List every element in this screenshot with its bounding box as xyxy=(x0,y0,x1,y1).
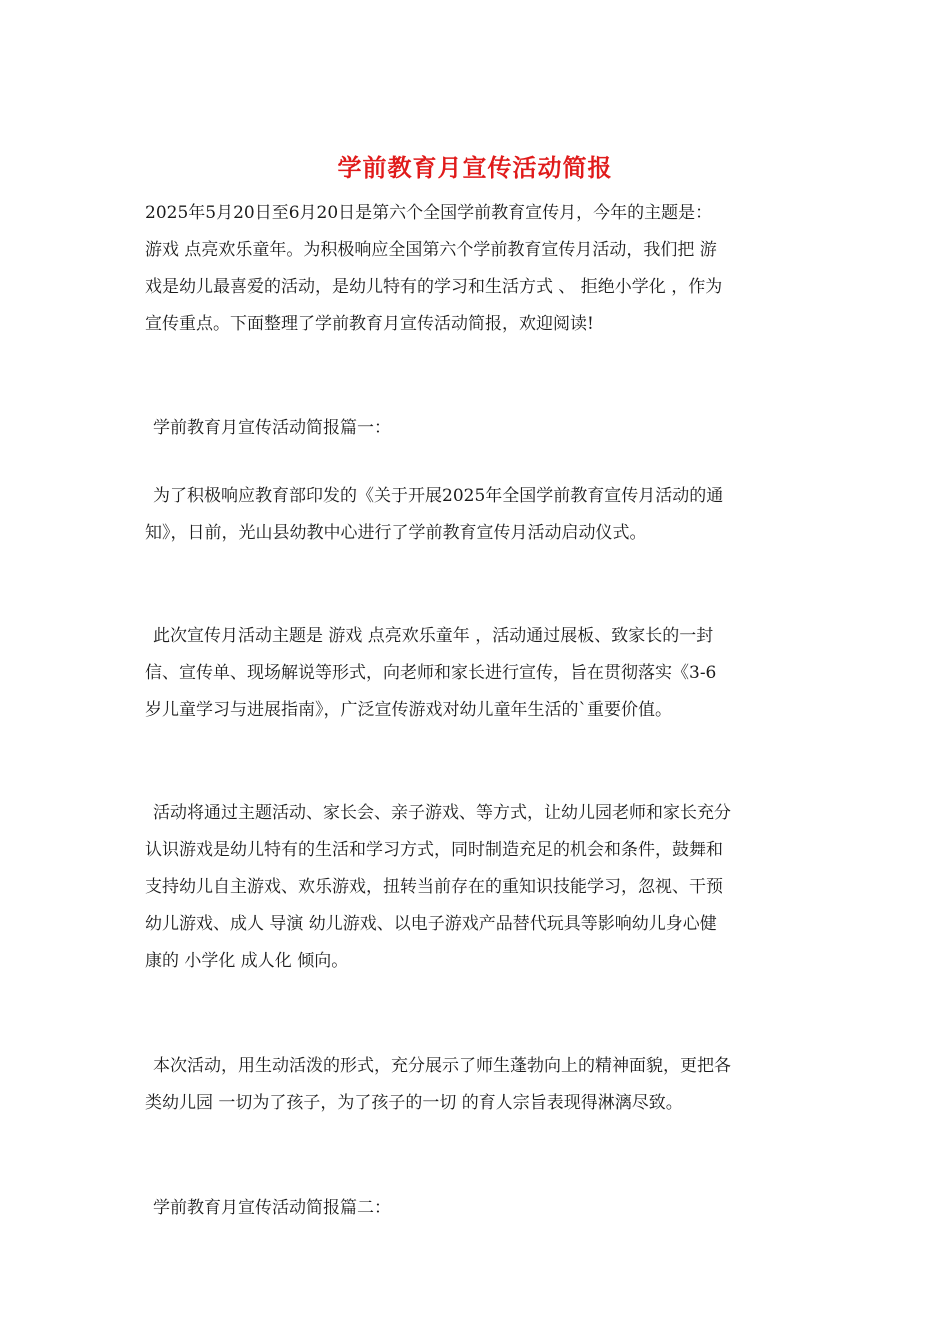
paragraph-3-line-3: 支持幼儿自主游戏、欢乐游戏，扭转当前存在的重知识技能学习，忽视、干预 xyxy=(145,877,723,897)
intro-paragraph xyxy=(145,195,810,343)
paragraph-3-line-2: 认识游戏是幼儿特有的生活和学习方式，同时制造充足的机会和条件，鼓舞和 xyxy=(145,840,723,860)
paragraph-4-line-2: 类幼儿园 一切为了孩子，为了孩子的一切 的育人宗旨表现得淋漓尽致。 xyxy=(145,1093,683,1113)
intro-line-3: 戏是幼儿最喜爱的活动，是幼儿特有的学习和生活方式 、 拒绝小学化 ，作为 xyxy=(145,277,723,297)
paragraph-3-line-5: 康的 小学化 成人化 倾向。 xyxy=(145,951,349,971)
section-heading-1: 学前教育月宣传活动简报篇一： xyxy=(153,418,391,438)
paragraph-2-line-2: 信、宣传单、现场解说等形式，向老师和家长进行宣传，旨在贯彻落实《3-6 xyxy=(145,663,717,683)
paragraph-3-line-4: 幼儿游戏、成人 导演 幼儿游戏、以电子游戏产品替代玩具等影响幼儿身心健 xyxy=(145,914,717,934)
paragraph-3-line-1: 活动将通过主题活动、家长会、亲子游戏、等方式，让幼儿园老师和家长充分 xyxy=(153,803,731,823)
document-title: 学前教育月宣传活动简报 xyxy=(337,153,613,182)
intro-line-1: 2025年5月20日至6月20日是第六个全国学前教育宣传月，今年的主题是： xyxy=(145,203,713,223)
paragraph-1-line-2: 知》，日前，光山县幼教中心进行了学前教育宣传月活动启动仪式。 xyxy=(145,523,647,543)
paragraph-4-line-1: 本次活动，用生动活泼的形式，充分展示了师生蓬勃向上的精神面貌，更把各 xyxy=(153,1056,731,1076)
intro-line-4: 宣传重点。下面整理了学前教育月宣传活动简报，欢迎阅读! xyxy=(145,314,594,334)
paragraph-2-line-1: 此次宣传月活动主题是 游戏 点亮欢乐童年 ，活动通过展板、致家长的一封 xyxy=(153,626,714,646)
paragraph-1 xyxy=(145,478,810,552)
paragraph-3 xyxy=(145,795,810,980)
paragraph-4 xyxy=(145,1048,810,1122)
paragraph-1-line-1: 为了积极响应教育部印发的《关于开展2025年全国学前教育宣传月活动的通 xyxy=(153,486,724,506)
paragraph-2-line-3: 岁儿童学习与进展指南》，广泛宣传游戏对幼儿童年生活的`重要价值。 xyxy=(145,700,672,720)
section-heading-2: 学前教育月宣传活动简报篇二： xyxy=(153,1198,391,1218)
intro-line-2: 游戏 点亮欢乐童年。为积极响应全国第六个学前教育宣传月活动，我们把 游 xyxy=(145,240,717,260)
paragraph-2 xyxy=(145,618,810,729)
